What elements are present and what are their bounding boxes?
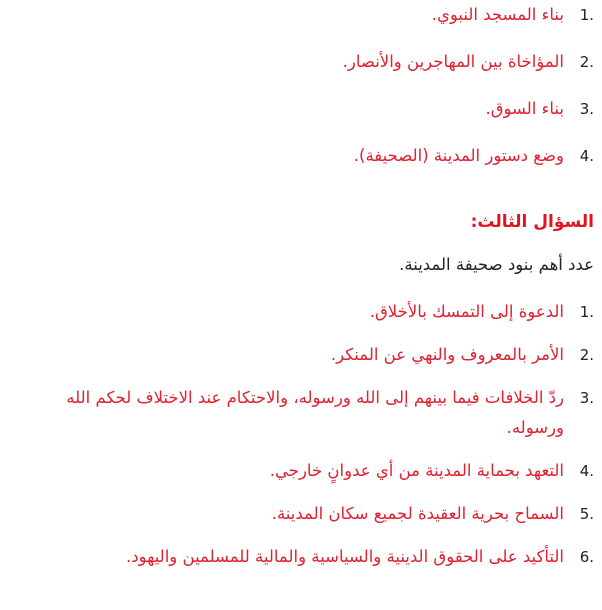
item-number: 6.: [579, 548, 594, 566]
item-text: وضع دستور المدينة (الصحيفة).: [353, 146, 564, 165]
item-number: 2.: [579, 53, 594, 71]
list-item: [6, 542, 594, 572]
answers-list-three: [6, 297, 594, 572]
question-text: عدد أهم بنود صحيفة المدينة.: [399, 255, 594, 274]
item-text: ردّ الخلافات فيما بينهم إلى الله ورسوله، والاحتكام عند الاختلاف لحكم الله ورسوله.: [66, 388, 564, 437]
item-text: المؤاخاة بين المهاجرين والأنصار.: [342, 52, 564, 71]
list-item: [6, 499, 594, 529]
item-text: التعهد بحماية المدينة من أي عدوانٍ خارجي.: [269, 461, 564, 480]
item-text: الأمر بالمعروف والنهي عن المنكر.: [330, 345, 564, 364]
question-heading: السؤال الثالث:: [470, 212, 594, 232]
list-item: [6, 340, 594, 370]
item-number: 5.: [579, 505, 594, 523]
list-item: [6, 383, 594, 443]
item-number: 1.: [579, 303, 594, 321]
item-text: الدعوة إلى التمسك بالأخلاق.: [369, 302, 564, 321]
item-number: 2.: [579, 346, 594, 364]
item-text: التأكيد على الحقوق الدينية والسياسية والمالية للمسلمين واليهود.: [125, 547, 564, 566]
item-number: 3.: [579, 100, 594, 118]
list-item: [6, 47, 594, 77]
list-item: [6, 94, 594, 124]
list-item: [6, 456, 594, 486]
item-number: 4.: [579, 462, 594, 480]
item-text: السماح بحرية العقيدة لجميع سكان المدينة.: [271, 504, 564, 523]
list-item: [6, 141, 594, 171]
item-text: بناء المسجد النبوي.: [431, 5, 564, 24]
item-number: 4.: [579, 147, 594, 165]
item-number: 3.: [579, 389, 594, 407]
item-text: بناء السوق.: [485, 99, 564, 118]
answers-list-two: [6, 0, 594, 171]
item-number: 1.: [579, 6, 594, 24]
list-item: [6, 297, 594, 327]
list-item: [6, 0, 594, 30]
